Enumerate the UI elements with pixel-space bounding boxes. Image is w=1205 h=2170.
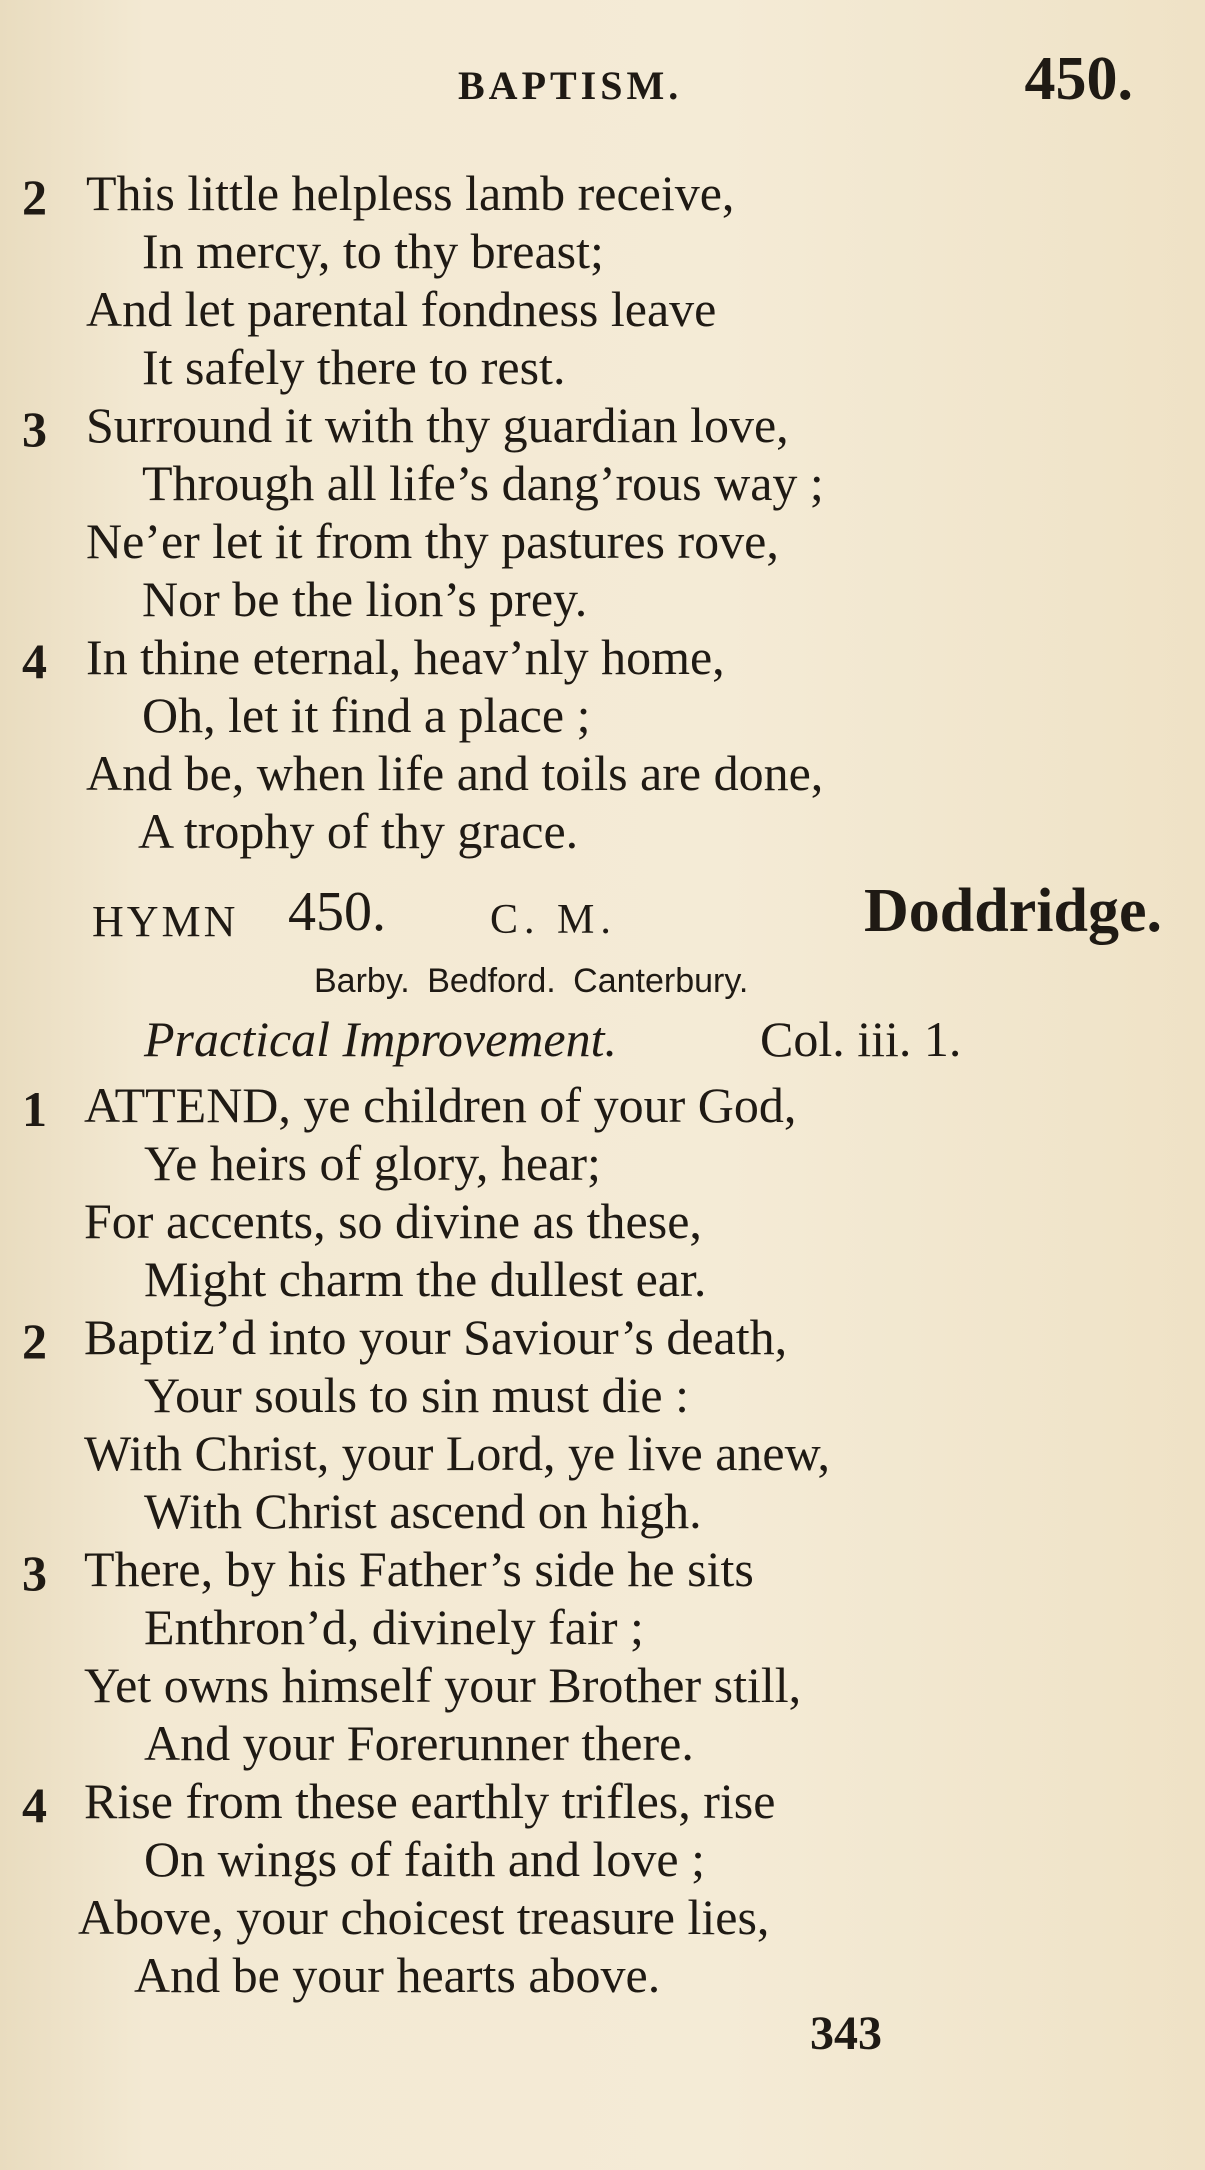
- hymn-subject: Practical Improvement.: [144, 1011, 617, 1067]
- verse-line: Ye heirs of glory, hear;: [144, 1135, 601, 1191]
- hymn-label: HYMN: [92, 897, 239, 946]
- scripture-reference: Col. iii. 1.: [760, 1011, 962, 1067]
- hymn-meter: C. M.: [490, 897, 617, 943]
- running-header-hymn-number: 450.: [1024, 45, 1133, 113]
- verse-line: Surround it with thy guardian love,: [86, 397, 789, 453]
- stanza-number: 4: [22, 633, 47, 689]
- verse-line: It safely there to rest.: [142, 339, 566, 395]
- verse-line: And your Forerunner there.: [144, 1715, 694, 1771]
- verse-line: Nor be the lion’s prey.: [142, 571, 588, 627]
- verse-line: With Christ, your Lord, ye live anew,: [84, 1425, 830, 1481]
- verse-line: Above, your choicest treasure lies,: [78, 1889, 770, 1945]
- hymn-number: 450.: [288, 881, 386, 943]
- verse-line: In thine eternal, heav’nly home,: [86, 629, 725, 685]
- stanza-number: 2: [22, 169, 47, 225]
- stanza-number: 1: [22, 1081, 47, 1137]
- hymn-author: Doddridge.: [864, 877, 1162, 945]
- verse-line: And be, when life and toils are done,: [86, 745, 824, 801]
- verse-line: On wings of faith and love ;: [144, 1831, 706, 1887]
- verse-line: Yet owns himself your Brother still,: [84, 1657, 802, 1713]
- verse-line: Baptiz’d into your Saviour’s death,: [84, 1309, 788, 1365]
- tune-names: Barby. Bedford. Canterbury.: [314, 962, 749, 1000]
- verse-line: And let parental fondness leave: [86, 281, 717, 337]
- hymn-heading: [92, 877, 1162, 950]
- verse-line: A trophy of thy grace.: [138, 803, 579, 859]
- verse-line: Ne’er let it from thy pastures rove,: [86, 513, 779, 569]
- page-number: 343: [810, 2007, 882, 2060]
- verse-line: This little helpless lamb receive,: [86, 165, 735, 221]
- verse-line: Your souls to sin must die :: [144, 1367, 690, 1423]
- running-header-title: BAPTISM.: [458, 63, 683, 108]
- verse-line: With Christ ascend on high.: [144, 1483, 702, 1539]
- verse-line: And be your hearts above.: [134, 1947, 661, 2003]
- verse-line: For accents, so divine as these,: [84, 1193, 702, 1249]
- verse-line: In mercy, to thy breast;: [142, 223, 604, 279]
- verse-line: There, by his Father’s side he sits: [84, 1541, 754, 1597]
- verse-line: ATTEND, ye children of your God,: [84, 1077, 797, 1133]
- verse-line: Through all life’s dang’rous way ;: [142, 455, 824, 511]
- stanza-number: 2: [22, 1313, 47, 1369]
- verse-line: Rise from these earthly trifles, rise: [84, 1773, 776, 1829]
- stanza-number: 3: [22, 401, 47, 457]
- stanza-number: 4: [22, 1777, 47, 1833]
- stanza-number: 3: [22, 1545, 47, 1601]
- verse-line: Might charm the dullest ear.: [144, 1251, 707, 1307]
- verse-line: Oh, let it find a place ;: [142, 687, 591, 743]
- verse-line: Enthron’d, divinely fair ;: [144, 1599, 644, 1655]
